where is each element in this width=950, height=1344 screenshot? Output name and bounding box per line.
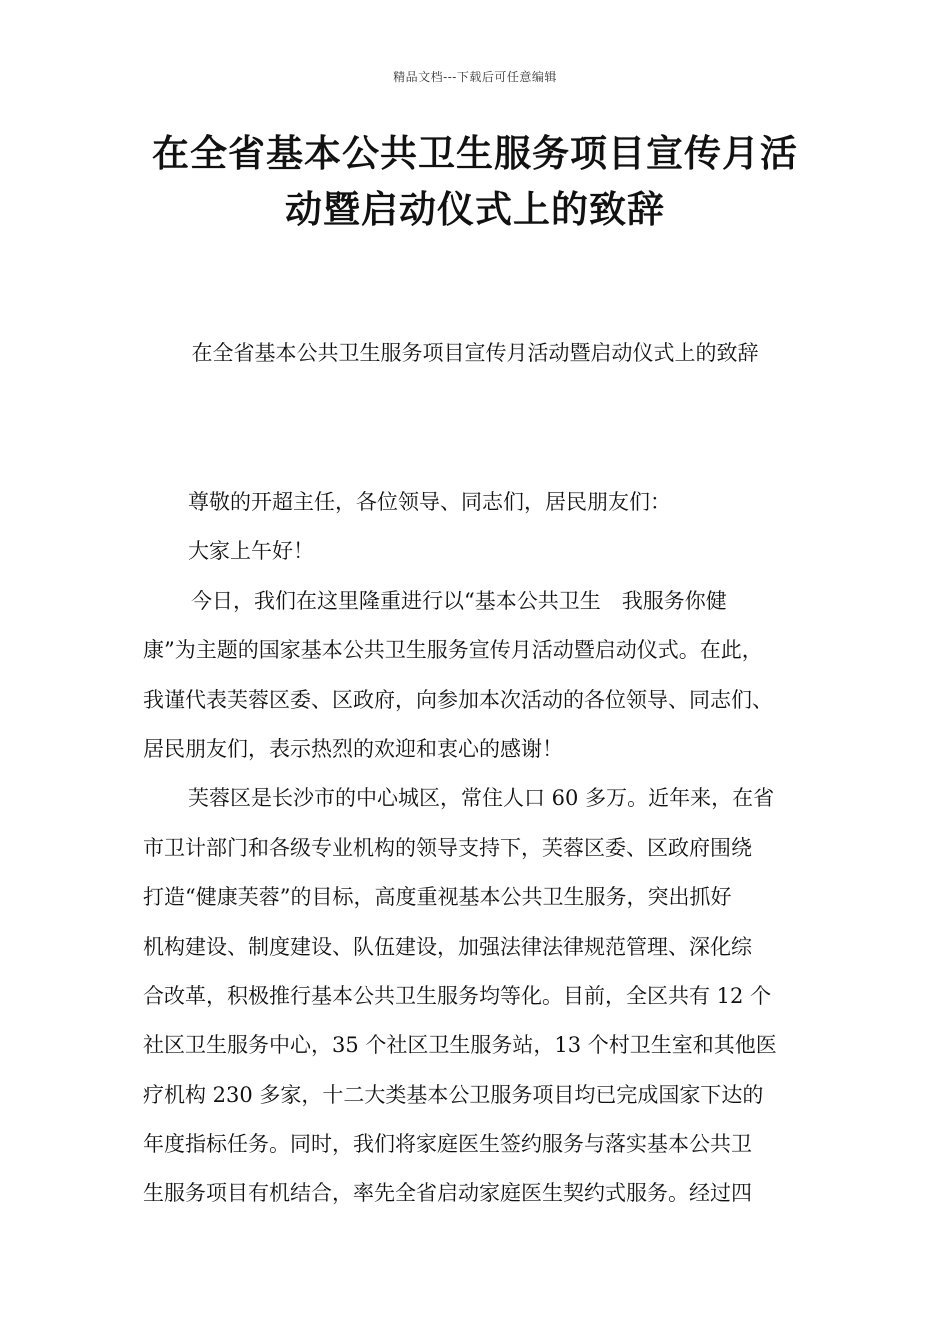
paragraph-2-line: 社区卫生服务中心，35 个社区卫生服务站，13 个村卫生室和其他医 — [143, 1033, 777, 1058]
paragraph-2-line: 疗机构 230 多家，十二大类基本公卫服务项目均已完成国家下达的 — [143, 1082, 764, 1107]
paragraph-1-line: 康”为主题的国家基本公共卫生服务宣传月活动暨启动仪式。在此， — [143, 638, 763, 663]
paragraph-1-line: 今日，我们在这里隆重进行以“基本公共卫生 我服务你健 — [191, 588, 727, 613]
document-title — [120, 126, 830, 238]
paragraph-2-line: 打造“健康芙蓉”的目标，高度重视基本公共卫生服务，突出抓好 — [143, 885, 732, 910]
salutation: 尊敬的开超主任，各位领导、同志们，居民朋友们： — [188, 490, 671, 514]
paragraph-2-line: 合改革，积极推行基本公共卫生服务均等化。目前，全区共有 12 个 — [143, 983, 772, 1008]
greeting: 大家上午好！ — [188, 539, 314, 564]
paragraph-2-line: 机构建设、制度建设、队伍建设，加强法律法律规范管理、深化综 — [143, 934, 752, 959]
document-body — [143, 478, 813, 1219]
paragraph-2-line: 生服务项目有机结合，率先全省启动家庭医生契约式服务。经过四 — [143, 1181, 752, 1206]
paragraph-2-line: 年度指标任务。同时，我们将家庭医生签约服务与落实基本公共卫 — [143, 1132, 752, 1157]
title-line-1: 在全省基本公共卫生服务项目宣传月活 — [152, 132, 798, 175]
paragraph-1-line: 我谨代表芙蓉区委、区政府，向参加本次活动的各位领导、同志们、 — [143, 687, 773, 712]
paragraph-2-line: 芙蓉区是长沙市的中心城区，常住人口 60 多万。近年来，在省 — [188, 786, 775, 811]
header-note: 精品文档---下载后可任意编辑 — [393, 70, 557, 84]
paragraph-2-line: 市卫计部门和各级专业机构的领导支持下，芙蓉区委、区政府围绕 — [143, 835, 752, 860]
title-line-2: 动暨启动仪式上的致辞 — [285, 188, 665, 231]
document-subtitle: 在全省基本公共卫生服务项目宣传月活动暨启动仪式上的致辞 — [191, 341, 759, 365]
paragraph-1-line: 居民朋友们，表示热烈的欢迎和衷心的感谢！ — [143, 736, 563, 761]
